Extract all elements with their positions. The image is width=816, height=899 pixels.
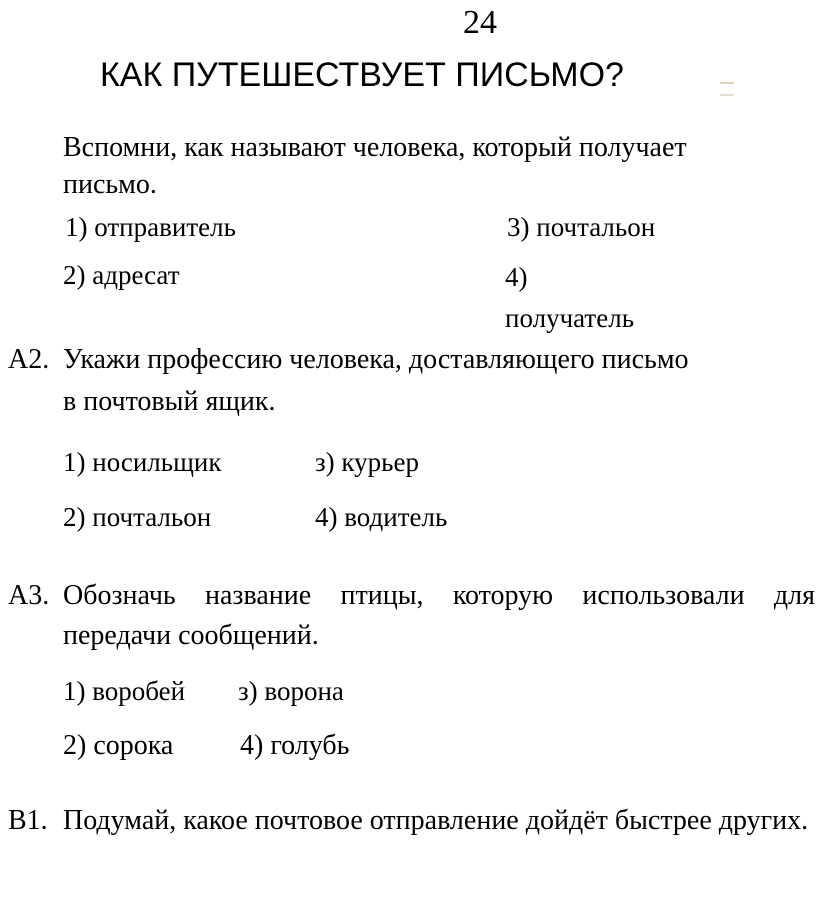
question-a2-option-1: 1) носильщик	[63, 447, 222, 477]
question-1-option-1: 1) отправитель	[65, 212, 236, 242]
question-1-option-4-number: 4)	[505, 262, 528, 292]
question-a2-line-1: Укажи профессию человека, доставляющего письмо	[63, 344, 689, 375]
question-1-option-2: 2) адресат	[63, 260, 180, 290]
page-number: 24	[463, 4, 497, 41]
question-a3-label: А3.	[8, 580, 50, 611]
page-title: КАК ПУТЕШЕСТВУЕТ ПИСЬМО?	[100, 56, 624, 94]
question-a2-option-4: 4) водитель	[315, 502, 448, 532]
decorative-mark	[720, 82, 734, 96]
question-a3-option-4: 4) голубь	[240, 730, 350, 761]
question-a2-option-3: з) курьер	[315, 447, 419, 477]
question-a3-option-3: з) ворона	[238, 676, 344, 706]
question-a3-option-1: 1) воробей	[63, 676, 186, 706]
question-1-option-3: 3) почтальон	[507, 212, 656, 242]
question-a2-label: А2.	[8, 344, 50, 375]
question-b1-label: В1.	[8, 805, 48, 836]
question-a2-option-2: 2) почтальон	[63, 502, 212, 532]
question-a3-text: Обозначь название птицы, которую использовали для передачи сообщений.	[63, 580, 815, 651]
question-a3-option-2: 2) сорока	[63, 730, 174, 761]
question-b1-text: Подумай, какое почтовое отправление дойдёт быстрее других.	[63, 805, 809, 836]
question-a2-line-2: в почтовый ящик.	[63, 386, 276, 417]
question-1-line-2: письмо.	[63, 169, 157, 200]
question-1-option-4-text: получатель	[505, 303, 635, 333]
question-1-line-1: Вспомни, как называют человека, который получает	[63, 132, 687, 163]
